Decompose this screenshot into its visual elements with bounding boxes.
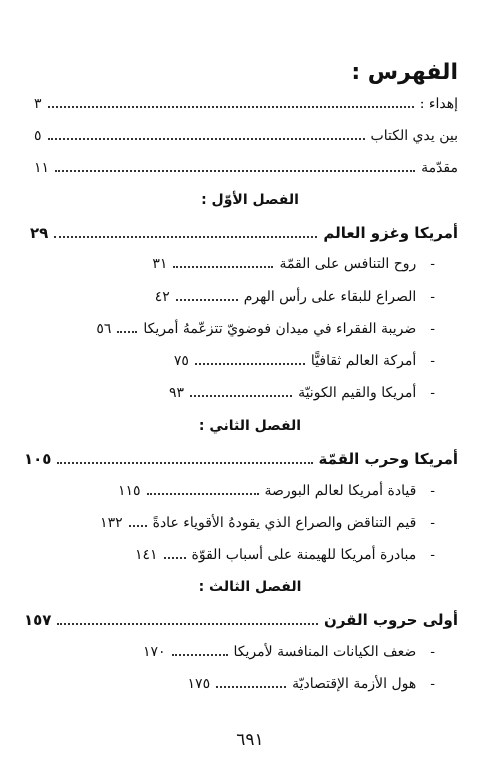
entry-page: ٥٦ — [96, 321, 112, 337]
chapter-title: الفصل الثالث : — [198, 579, 302, 595]
bullet-dash: - — [430, 483, 435, 499]
toc-entry-introduction — [34, 160, 458, 176]
leader-dots — [173, 266, 273, 268]
toc-sub-entry — [152, 256, 435, 272]
toc-sub-entry — [100, 515, 435, 531]
toc-sub-entry — [155, 289, 435, 305]
entry-page: ٧٥ — [173, 353, 189, 369]
toc-sub-entry — [96, 321, 435, 337]
toc-entry-dedication — [34, 96, 458, 112]
entry-label: روح التنافس على القمّة — [279, 256, 417, 272]
toc-main-entry — [24, 450, 458, 468]
bullet-dash: - — [430, 353, 435, 369]
leader-dots — [129, 525, 147, 527]
toc-sub-entry — [174, 353, 435, 369]
leader-dots — [195, 363, 305, 365]
entry-page: ٢٩ — [30, 224, 49, 242]
entry-page: ٥ — [34, 128, 42, 144]
entry-label: أمريكا وحرب القمّة — [318, 450, 458, 468]
entry-page: ١٧٥ — [187, 676, 211, 692]
leader-dots — [55, 170, 415, 172]
entry-page: ١٠٥ — [24, 450, 52, 468]
leader-dots — [172, 654, 228, 656]
bullet-dash: - — [430, 321, 435, 337]
leader-dots — [216, 686, 286, 688]
entry-label: مقدّمة — [421, 160, 458, 176]
leader-dots — [164, 557, 186, 559]
entry-page: ٩٣ — [169, 385, 185, 401]
entry-label: أمريكا وغزو العالم — [323, 224, 458, 242]
toc-sub-entry — [188, 676, 435, 692]
entry-page: ١٤١ — [134, 547, 158, 563]
leader-dots — [57, 623, 318, 625]
toc-heading: الفهرس : — [351, 60, 458, 85]
toc-sub-entry — [143, 644, 435, 660]
bullet-dash: - — [430, 547, 435, 563]
toc-sub-entry — [118, 483, 435, 499]
bullet-dash: - — [430, 256, 435, 272]
bullet-dash: - — [430, 644, 435, 660]
leader-dots — [54, 236, 317, 238]
toc-main-entry — [30, 224, 458, 242]
entry-label: الصراع للبقاء على رأس الهرم — [243, 289, 417, 305]
bullet-dash: - — [430, 515, 435, 531]
entry-page: ١٥٧ — [24, 611, 52, 629]
entry-label: ضعف الكيانات المنافسة لأمريكا — [233, 644, 417, 660]
entry-label: أمركة العالم ثقافيًّا — [310, 353, 417, 369]
toc-sub-entry — [135, 547, 435, 563]
entry-page: ١٣٢ — [100, 515, 123, 531]
toc-sub-entry — [169, 385, 435, 401]
entry-label: أولى حروب القرن — [324, 611, 458, 629]
bullet-dash: - — [430, 289, 435, 305]
page-number: ٦٩١ — [236, 730, 264, 750]
entry-label: هول الأزمة الإقتصاديّة — [292, 676, 417, 692]
bullet-dash: - — [430, 385, 435, 401]
leader-dots — [147, 493, 259, 495]
leader-dots — [48, 138, 365, 140]
entry-label: مبادرة أمريكا للهيمنة على أسباب القوّة — [191, 547, 417, 563]
entry-page: ٣ — [34, 96, 42, 112]
leader-dots — [48, 106, 414, 108]
entry-page: ١٧٠ — [142, 644, 166, 660]
entry-page: ١١ — [34, 160, 50, 176]
toc-entry-foreword — [34, 128, 458, 144]
leader-dots — [57, 462, 312, 464]
entry-page: ٣١ — [152, 256, 168, 272]
entry-label: إهداء : — [419, 96, 458, 112]
leader-dots — [190, 395, 292, 397]
entry-page: ٤٢ — [154, 289, 170, 305]
chapter-title: الفصل الثاني : — [198, 418, 302, 434]
entry-label: ضريبة الفقراء في ميدان فوضويّ تتزعّمهُ أمريكا — [143, 321, 417, 337]
entry-label: قيم التناقض والصراع الذي يقودهُ الأقوياء عادةً — [152, 515, 417, 531]
leader-dots — [176, 299, 238, 301]
bullet-dash: - — [430, 676, 435, 692]
entry-page: ١١٥ — [117, 483, 141, 499]
leader-dots — [117, 331, 137, 333]
toc-main-entry — [24, 611, 458, 629]
entry-label: أمريكا والقيم الكونيّة — [298, 385, 417, 401]
chapter-title: الفصل الأوّل : — [201, 192, 299, 208]
entry-label: قيادة أمريكا لعالم البورصة — [264, 483, 417, 499]
entry-label: بين يدي الكتاب — [370, 128, 458, 144]
